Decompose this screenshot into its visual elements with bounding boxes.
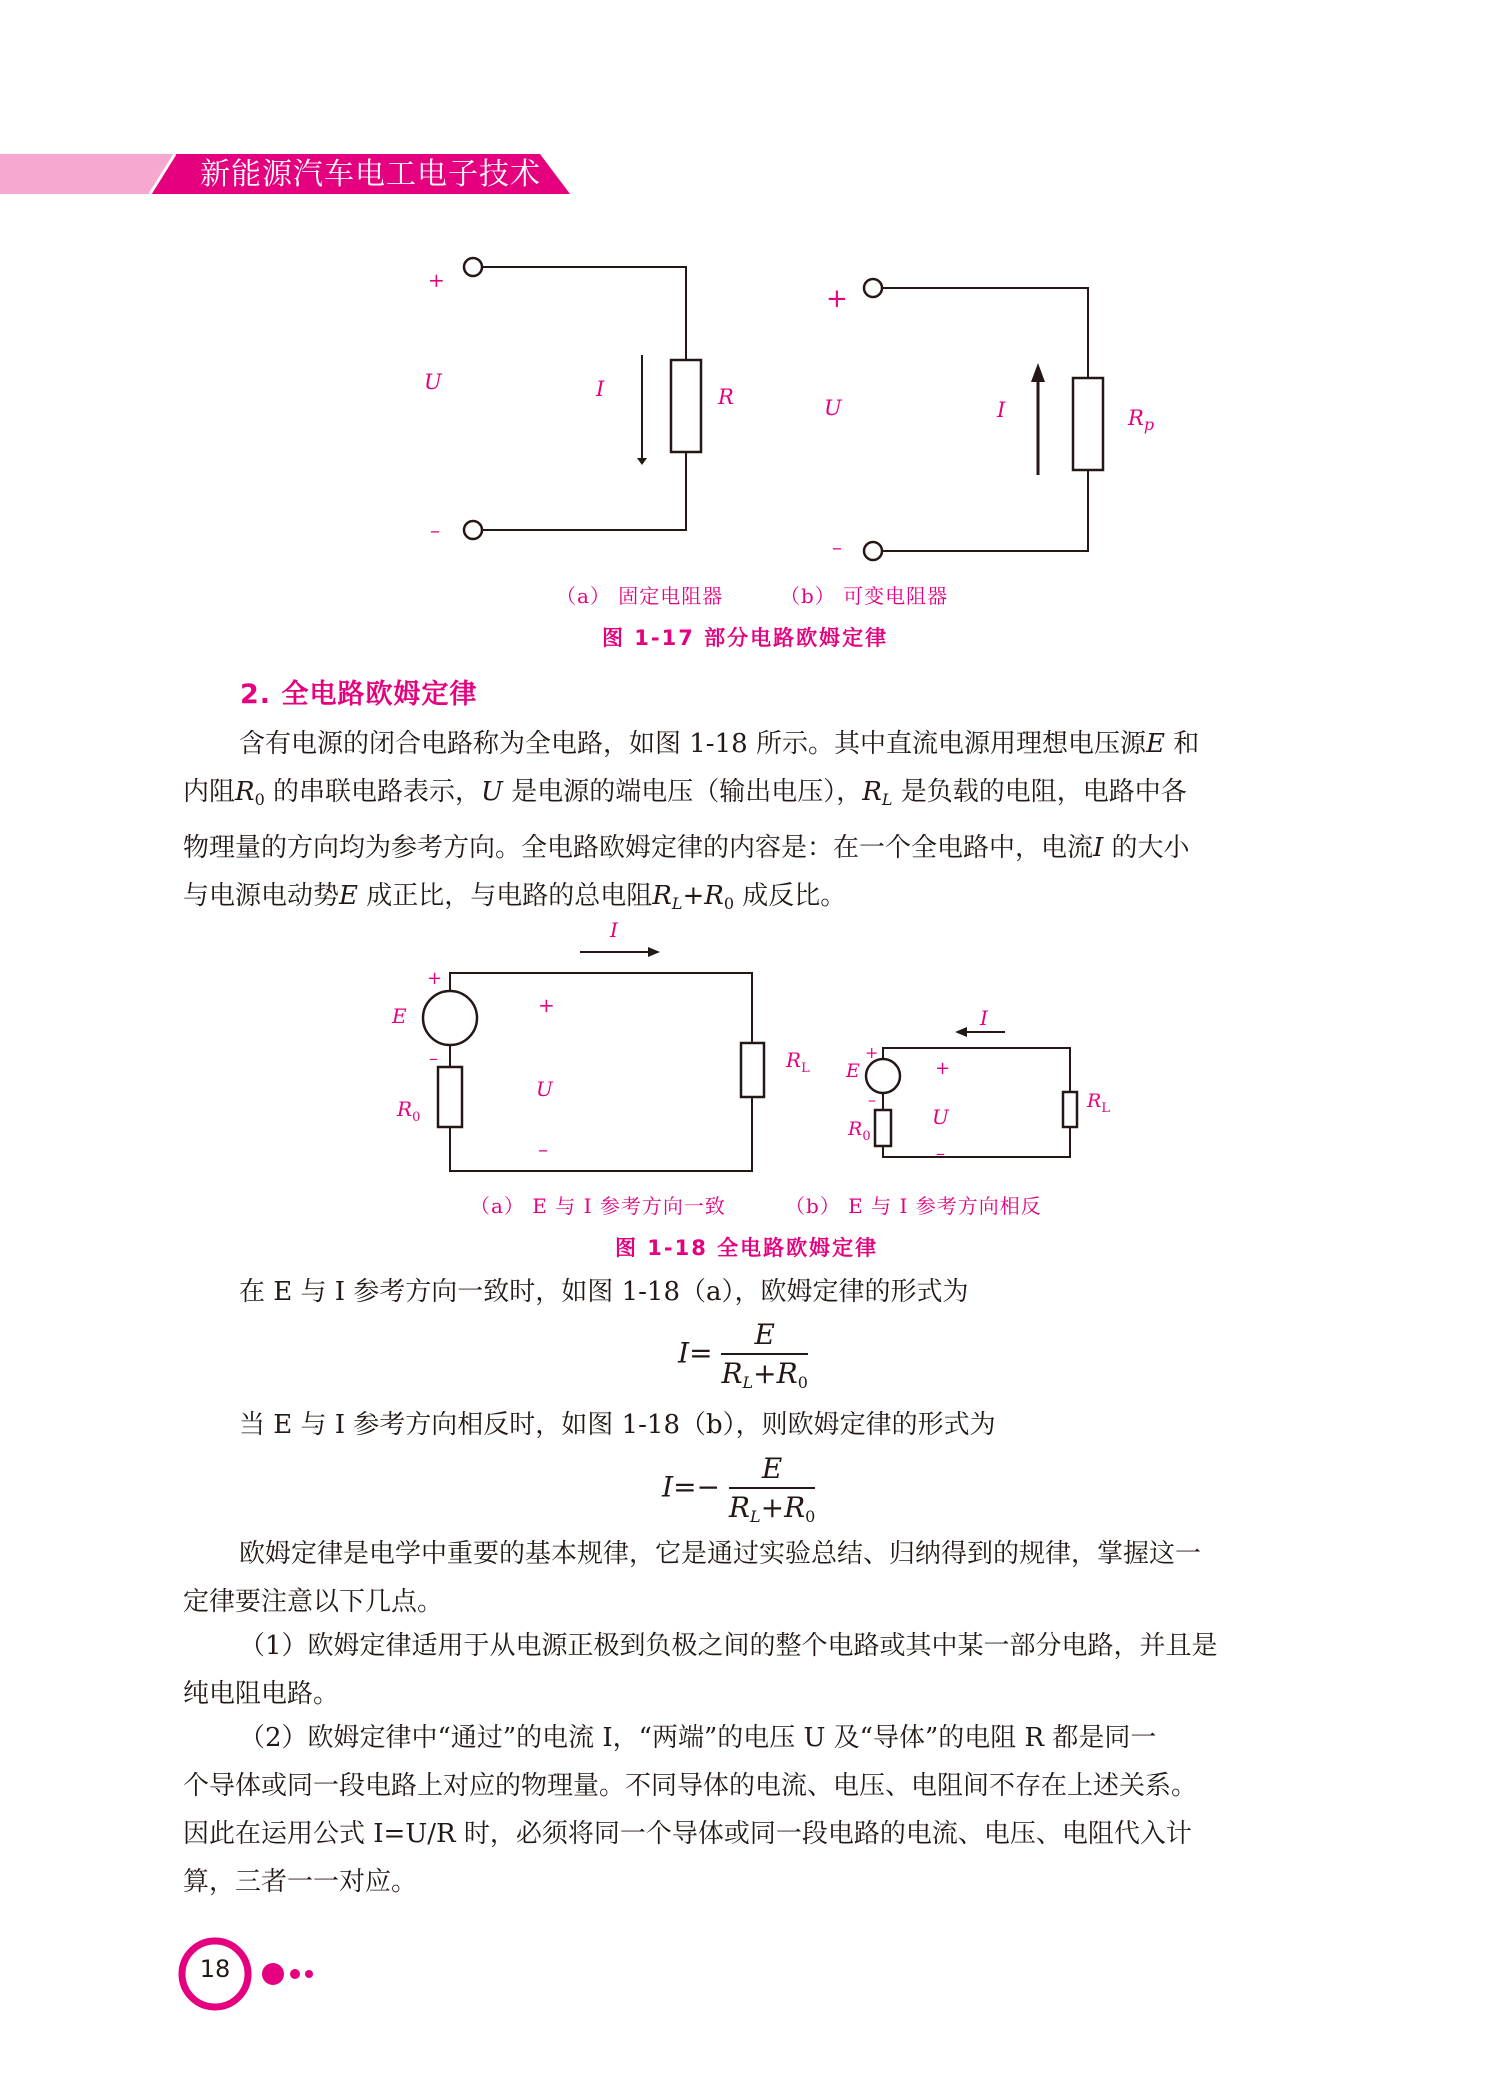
terminal-bottom (464, 521, 482, 539)
fig118a-r0-label (397, 1097, 420, 1125)
eq2-denominator: $RL+R_0$ (728, 1491, 816, 1526)
fig117b-rp-label (1128, 406, 1154, 434)
wire-bottom (883, 1127, 1070, 1157)
terminal-top (864, 279, 882, 297)
intro-line-4: 与电源电动势E 成正比，与电路的总电阻$RL+R_0$ 成反比。 (183, 881, 847, 913)
body-paragraph-3: （2）欧姆定律中“通过”的电流 I，“两端”的电压 U 及“导体”的电阻 R 都是同一 个导体或同一段电路上对应的物理量。不同导体的电流、电压、电阻间不存在上述关系。 因此在运用公式 I=U/R 时，必须将同一个导体或同一段电路的电流、电压、电阻代入计 算，三者一一对应。 (183, 1723, 1198, 1897)
dot-small (305, 1970, 313, 1978)
fig117b-i-label: I (997, 398, 1006, 422)
eq1-denominator: $RL+R_0$ (721, 1357, 808, 1392)
eq1-lhs: I (678, 1336, 690, 1370)
intro-paragraph (183, 720, 1321, 928)
fig117a-minus: – (430, 518, 440, 542)
fig118b-plus: + (935, 1058, 951, 1079)
wire-top (482, 267, 686, 360)
wire-bottom (882, 470, 1088, 551)
rl-letter: R (786, 1048, 802, 1072)
voltage-source-e (423, 991, 477, 1045)
fig118a-plus: + (538, 993, 555, 1017)
body-paragraph-2: （1）欧姆定律适用于从电源正极到负极之间的整个电路或其中某一部分电路，并且是 纯电阻电路。 (183, 1631, 1218, 1709)
eq2-equals: =− (673, 1470, 720, 1504)
figure-1-17b-circuit (850, 270, 1130, 570)
voltage-source-e (866, 1059, 900, 1093)
fig117a-i-label: I (596, 377, 605, 401)
fig118a-u-label: U (536, 1077, 553, 1101)
fig118b-rl-label (1087, 1090, 1110, 1116)
current-arrow-head (648, 947, 660, 957)
terminal-bottom (864, 542, 882, 560)
rl-subscript: L (801, 1061, 810, 1076)
eq1-equals: = (689, 1336, 713, 1370)
fig118a-src-minus: – (429, 1048, 438, 1069)
resistor-rp (1073, 378, 1103, 470)
fig118b-minus: – (936, 1143, 945, 1164)
section-heading: 2. 全电路欧姆定律 (240, 679, 478, 710)
fig118b-u-label: U (932, 1105, 949, 1129)
fig117-caption: 图 1-17 部分电路欧姆定律 (602, 626, 889, 650)
fig118a-e-label: E (392, 1004, 407, 1028)
page-number: 18 (199, 1955, 231, 1983)
fig118-caption: 图 1-18 全电路欧姆定律 (615, 1236, 879, 1260)
fig117b-u-label: U (824, 396, 842, 420)
r0-letter: R (848, 1118, 863, 1140)
eq2-lhs: I (662, 1470, 674, 1504)
figure-1-17a-circuit (410, 250, 740, 550)
wire-top (882, 288, 1088, 378)
rl-subscript: L (1101, 1101, 1110, 1116)
header-banner-light (0, 154, 175, 194)
resistor-r (671, 360, 701, 452)
equation-1 (678, 1318, 808, 1392)
rp-subscript: p (1143, 415, 1155, 434)
intro-line-2: 内阻$R_0$ 的串联电路表示，U 是电源的端电压（输出电压），RL 是负载的电阻，电路中各 (183, 777, 1187, 809)
fig117a-u-label: U (424, 370, 442, 394)
fig117-subcaption-a: （a） 固定电阻器 (556, 584, 724, 608)
r0-subscript: 0 (412, 1110, 421, 1125)
terminal-top (464, 258, 482, 276)
resistor-rl (741, 1043, 764, 1097)
wire-bottom (450, 1097, 752, 1171)
resistor-r0 (875, 1110, 891, 1146)
fig117b-plus: + (826, 284, 848, 314)
wire-bottom (482, 452, 686, 530)
rp-letter: R (1128, 406, 1144, 430)
figure-1-18b-circuit (855, 1010, 1085, 1165)
intro-line-3: 物理量的方向均为参考方向。全电路欧姆定律的内容是：在一个全电路中，电流I 的大小 (183, 833, 1190, 863)
equation-2 (662, 1452, 815, 1526)
wire-top (450, 973, 752, 1043)
fig118a-rl-label (786, 1048, 810, 1076)
fig118b-src-minus: – (868, 1090, 876, 1109)
current-arrow-head (637, 458, 647, 465)
eq1-fraction (721, 1318, 807, 1392)
intro-line-1: 含有电源的闭合电路称为全电路，如图 1-18 所示。其中直流电源用理想电压源E 和 (239, 729, 1200, 759)
eq1-intro: 在 E 与 I 参考方向一致时，如图 1-18（a），欧姆定律的形式为 (239, 1277, 969, 1307)
fig118b-src-plus: + (865, 1043, 879, 1062)
figure-1-18a-circuit (400, 935, 790, 1175)
fig117a-r-label: R (718, 385, 734, 409)
fig118b-i-label: I (980, 1006, 988, 1030)
resistor-rl (1063, 1092, 1077, 1127)
eq2-numerator: E (729, 1452, 815, 1489)
fig118a-src-plus: + (427, 968, 443, 989)
r0-letter: R (397, 1097, 413, 1121)
wire-top (883, 1048, 1070, 1092)
eq1-numerator: E (721, 1318, 807, 1355)
fig117-subcaption-b: （b） 可变电阻器 (780, 584, 949, 608)
dot-medium (290, 1969, 300, 1979)
current-arrow-head (955, 1027, 967, 1037)
fig118a-minus: – (538, 1137, 548, 1161)
r0-subscript: 0 (862, 1129, 871, 1144)
eq2-intro: 当 E 与 I 参考方向相反时，如图 1-18（b），则欧姆定律的形式为 (239, 1410, 996, 1440)
fig118b-r0-label (848, 1118, 871, 1144)
fig118a-i-label: I (610, 918, 618, 942)
fig118-subcaption-b: （b） E 与 I 参考方向相反 (785, 1194, 1042, 1218)
rl-letter: R (1087, 1090, 1102, 1112)
fig118b-e-label: E (846, 1060, 860, 1082)
fig117a-plus: + (428, 268, 445, 292)
fig118-subcaption-a: （a） E 与 I 参考方向一致 (470, 1194, 726, 1218)
current-arrow-head (1031, 363, 1045, 382)
resistor-r0 (438, 1067, 462, 1127)
eq2-fraction (729, 1452, 815, 1526)
body-paragraph-1: 欧姆定律是电学中重要的基本规律，它是通过实验总结、归纳得到的规律，掌握这一 定律要注意以下几点。 (183, 1539, 1202, 1617)
book-title: 新能源汽车电工电子技术 (200, 157, 541, 192)
fig117b-minus: – (832, 535, 842, 559)
dot-large (262, 1963, 284, 1985)
